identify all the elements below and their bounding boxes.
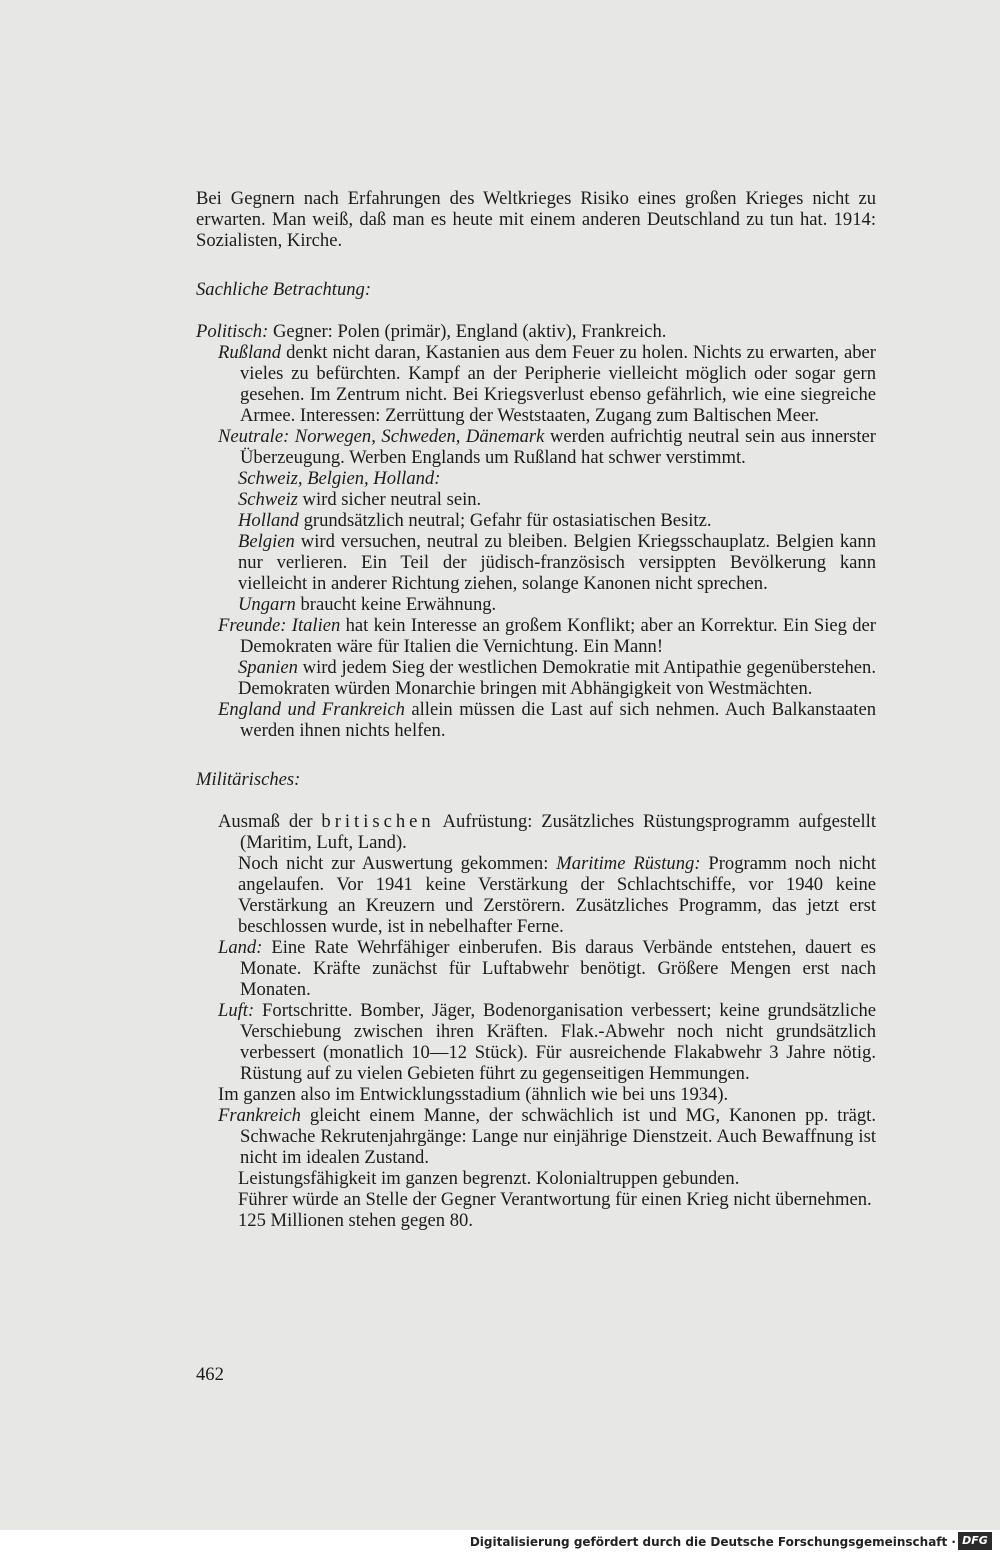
- label-russland: Rußland: [218, 342, 282, 363]
- footer-credit: Digitalisierung gefördert durch die Deutsche Forschungsgemeinschaft ·: [469, 1535, 956, 1549]
- text-ungarn: braucht keine Erwähnung.: [295, 594, 497, 615]
- page-number: 462: [196, 1364, 224, 1385]
- paragraph-spanien: [238, 657, 876, 699]
- paragraph-politisch: [196, 321, 876, 342]
- text-holland: grundsätzlich neutral; Gefahr für ostasiatischen Besitz.: [298, 510, 712, 531]
- text-belgien: wird versuchen, neutral zu bleiben. Belgien Kriegsschauplatz. Belgien kann nur verlieren. Ein Teil der jüdisch-französisch versippten Bevölkerung kann vielleicht in anderer Richtung ziehen, solange Kanonen nicht sprechen.: [238, 531, 876, 594]
- label-holland: Holland: [238, 510, 299, 531]
- label-schweiz: Schweiz: [238, 489, 298, 510]
- text-ausmass-post: Aufrüstung: Zusätzliches Rüstungsprogramm aufgestellt (Maritim, Luft, Land).: [240, 811, 876, 853]
- text-freunde: hat kein Interesse an großem Konflikt; aber an Korrektur. Ein Sieg der Demokraten wäre für Italien die Vernichtung. Ein Mann!: [240, 615, 876, 657]
- label-freunde: Freunde: Italien: [218, 615, 341, 636]
- label-politisch: Politisch:: [196, 321, 269, 342]
- paragraph-ungarn: [238, 594, 876, 615]
- label-frankreich: Frankreich: [218, 1105, 301, 1126]
- text-maritime: Programm noch nicht angelaufen. Vor 1941 keine Verstärkung der Schlachtschiffe, vor 1940 keine Verstärkung an Kreuzern und Zerstörern. Zusätzliches Programm, das jetzt erst beschlossen wurde, ist in nebelhafter Ferne.: [238, 853, 876, 937]
- paragraph-im-ganzen: Im ganzen also im Entwicklungsstadium (ähnlich wie bei uns 1934).: [218, 1084, 729, 1105]
- text-ausmass-pre: Ausmaß der: [218, 811, 322, 832]
- heading-sachliche-betrachtung: Sachliche Betrachtung:: [196, 279, 372, 300]
- paragraph-luft: [218, 1000, 876, 1084]
- paragraph-ausmass: [218, 811, 876, 853]
- paragraph-freunde: [218, 615, 876, 657]
- label-ungarn: Ungarn: [238, 594, 296, 615]
- label-england-frankreich: England und Frankreich: [218, 699, 405, 720]
- text-frankreich: gleicht einem Manne, der schwächlich ist und MG, Kanonen pp. trägt. Schwache Rekrutenjahrgänge: Lange nur einjährige Dienstzeit. Auch Bewaffnung ist nicht im idealen Zustand.: [240, 1105, 876, 1168]
- paragraph-land: [218, 937, 876, 1000]
- paragraph-schweiz: [238, 489, 876, 510]
- text-luft: Fortschritte. Bomber, Jäger, Bodenorganisation verbessert; keine grundsätzliche Verschiebung zwischen ihren Kräften. Flak.-Abwehr noch nicht grundsätzlich verbessert (monatlich 10—12 Stück). Für ausreichende Flakabwehr 3 Jahre nötig. Rüstung auf zu vielen Gebieten führt zu gegenseitigen Hemmungen.: [240, 1000, 876, 1084]
- paragraph-leistung: Leistungsfähigkeit im ganzen begrenzt. Kolonialtruppen gebunden.: [238, 1168, 740, 1189]
- label-belgien: Belgien: [238, 531, 295, 552]
- paragraph-maritime: [238, 853, 876, 937]
- paragraph-holland: [238, 510, 876, 531]
- text-russland: denkt nicht daran, Kastanien aus dem Feuer zu holen. Nichts zu erwarten, aber vieles zu befürchten. Kampf an der Peripherie vielleicht möglich oder sogar gern gesehen. Im Zentrum nicht. Bei Kriegsverlust ebenso gefährlich, wie eine siegreiche Armee. Interessen: Zerrüttung der Weststaaten, Zugang zum Baltischen Meer.: [240, 342, 876, 426]
- subheading-schweiz-belgien-holland: Schweiz, Belgien, Holland:: [238, 468, 441, 489]
- intro-paragraph: Bei Gegnern nach Erfahrungen des Weltkrieges Risiko eines großen Krieges nicht zu erwarten. Man weiß, daß man es heute mit einem anderen Deutschland zu tun hat. 1914: Sozialisten, Kirche.: [196, 188, 876, 251]
- text-neutrale: werden aufrichtig neutral sein aus innerster Überzeugung. Werben Englands um Rußland hat schwer verstimmt.: [240, 426, 876, 468]
- paragraph-frankreich: [218, 1105, 876, 1168]
- paragraph-millionen: 125 Millionen stehen gegen 80.: [238, 1210, 473, 1231]
- text-schweiz: wird sicher neutral sein.: [297, 489, 482, 510]
- dfg-logo-icon: DFG: [958, 1532, 992, 1550]
- text-britischen: britischen: [321, 811, 435, 832]
- paragraph-fuehrer: Führer würde an Stelle der Gegner Verantwortung für einen Krieg nicht übernehmen.: [238, 1189, 872, 1210]
- label-spanien: Spanien: [238, 657, 298, 678]
- paragraph-neutrale: [218, 426, 876, 468]
- paragraph-russland: [218, 342, 876, 426]
- label-maritime: Maritime Rüstung:: [556, 853, 701, 874]
- text-politisch: Gegner: Polen (primär), England (aktiv), Frankreich.: [268, 321, 667, 342]
- body-text: [196, 188, 876, 1231]
- text-england-frankreich: allein müssen die Last auf sich nehmen. Auch Balkanstaaten werden ihnen nichts helfen.: [240, 699, 876, 741]
- label-land: Land:: [218, 937, 263, 958]
- paragraph-belgien: [238, 531, 876, 594]
- text-spanien: wird jedem Sieg der westlichen Demokratie mit Antipathie gegenüberstehen. Demokraten würden Monarchie bringen mit Abhängigkeit von Westmächten.: [238, 657, 876, 699]
- heading-militaerisches: Militärisches:: [196, 769, 301, 790]
- label-luft: Luft:: [218, 1000, 255, 1021]
- text-noch-pre: Noch nicht zur Auswertung gekommen:: [238, 853, 557, 874]
- label-neutrale: Neutrale: Norwegen, Schweden, Dänemark: [218, 426, 545, 447]
- paragraph-england-frankreich: [218, 699, 876, 741]
- text-land: Eine Rate Wehrfähiger einberufen. Bis daraus Verbände entstehen, dauert es Monate. Kräfte zunächst für Luftabwehr benötigt. Größere Mengen erst nach Monaten.: [240, 937, 876, 1000]
